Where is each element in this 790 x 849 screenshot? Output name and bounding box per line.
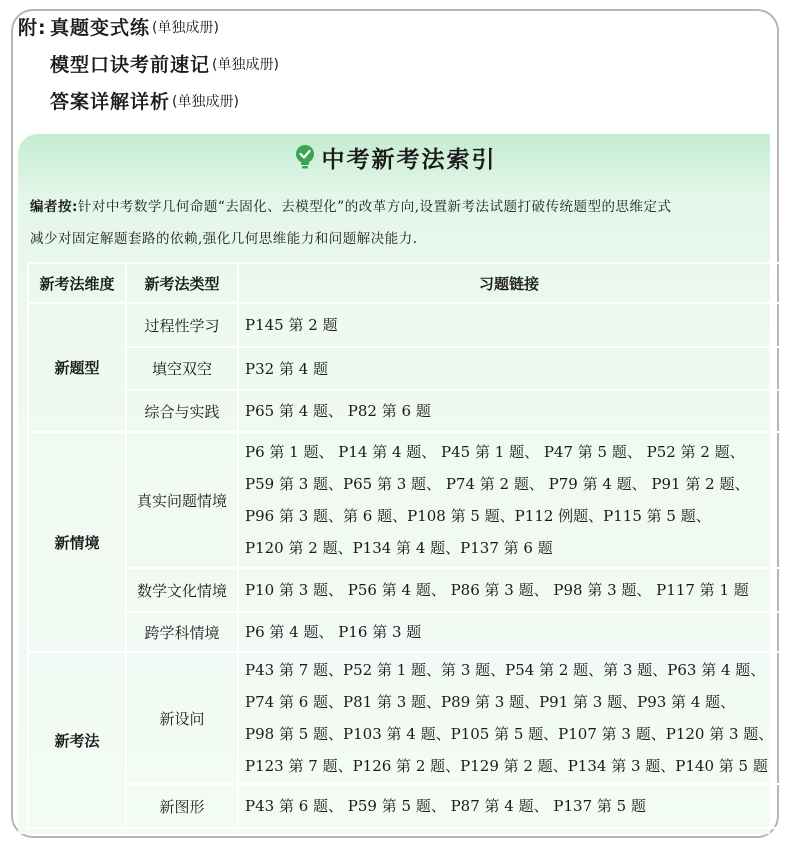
type-cell: 新设问 [126,652,238,784]
appendix-item-title: 真题变式练 [50,17,151,39]
appendix-item [18,8,279,45]
type-cell: 过程性学习 [126,303,238,347]
table-header-type: 新考法类型 [126,263,238,303]
appendix-item-note: (单独成册) [172,93,239,110]
appendix-prefix: 附: [18,17,47,39]
type-cell: 综合与实践 [126,390,238,432]
appendix-item [18,82,279,119]
type-cell: 真实问题情境 [126,432,238,568]
index-table [27,262,781,829]
table-row [28,568,780,612]
links-cell: P65 第 4 题、 P82 第 6 题 [238,390,780,432]
dimension-cell: 新情境 [28,432,126,652]
appendix-item-title: 模型口诀考前速记 [50,54,211,76]
table-row [28,432,780,568]
links-cell: P43 第 7 题、P52 第 1 题、第 3 题、P54 第 2 题、第 3 题、P63 第 4 题、 P74 第 6 题、P81 第 3 题、P89 第 3 题、P91 第 3 题、P93 第 4 题、 P98 第 5 题、P103 第 4 题、P105 第 5 题、P107 第 3 题、P120 第 3 题、 P123 第 7 题、P126 第 2 题、P129 第 2 题、P134 第 3 题、P140 第 5 题 [238,652,780,784]
links-cell: P10 第 3 题、 P56 第 4 题、 P86 第 3 题、 P98 第 3 题、 P117 第 1 题 [238,568,780,612]
table-row [28,303,780,347]
table-row [28,784,780,828]
links-cell: P145 第 2 题 [238,303,780,347]
appendix-list [18,8,279,119]
type-cell: 跨学科情境 [126,612,238,652]
editor-note-lead: 编者按: [30,199,78,215]
appendix-item-title: 答案详解详析 [50,91,171,113]
table-header-dimension: 新考法维度 [28,263,126,303]
index-title-text: 中考新考法索引 [321,146,497,173]
editor-note-line2: 减少对固定解题套路的依赖,强化几何思维能力和问题解决能力. [30,231,418,247]
links-cell: P6 第 4 题、 P16 第 3 题 [238,612,780,652]
table-row [28,612,780,652]
editor-note [30,191,780,255]
appendix-item-note: (单独成册) [212,56,279,73]
dimension-cell: 新考法 [28,652,126,828]
table-row [28,347,780,390]
table-row [28,390,780,432]
links-cell: P32 第 4 题 [238,347,780,390]
editor-note-line1: 针对中考数学几何命题“去固化、去模型化”的改革方向,设置新考法试题打破传统题型的思维定式 [77,199,672,215]
links-cell: P6 第 1 题、 P14 第 4 题、 P45 第 1 题、 P47 第 5 题、 P52 第 2 题、 P59 第 3 题、P65 第 3 题、 P74 第 2 题、 P79 第 4 题、 P91 第 2 题、 P96 第 3 题、第 6 题、P108 第 5 题、P112 例题、P115 第 5 题、 P120 第 2 题、P134 第 4 题、P137 第 6 题 [238,432,780,568]
appendix-item [18,45,279,82]
dimension-cell: 新题型 [28,303,126,432]
table-row [28,652,780,784]
lightbulb-check-icon [294,144,316,170]
table-header-links: 习题链接 [238,263,780,303]
table-header-row [28,263,780,303]
index-title [0,134,790,180]
type-cell: 新图形 [126,784,238,828]
links-cell: P43 第 6 题、 P59 第 5 题、 P87 第 4 题、 P137 第 5 题 [238,784,780,828]
type-cell: 数学文化情境 [126,568,238,612]
type-cell: 填空双空 [126,347,238,390]
appendix-item-note: (单独成册) [152,19,219,36]
